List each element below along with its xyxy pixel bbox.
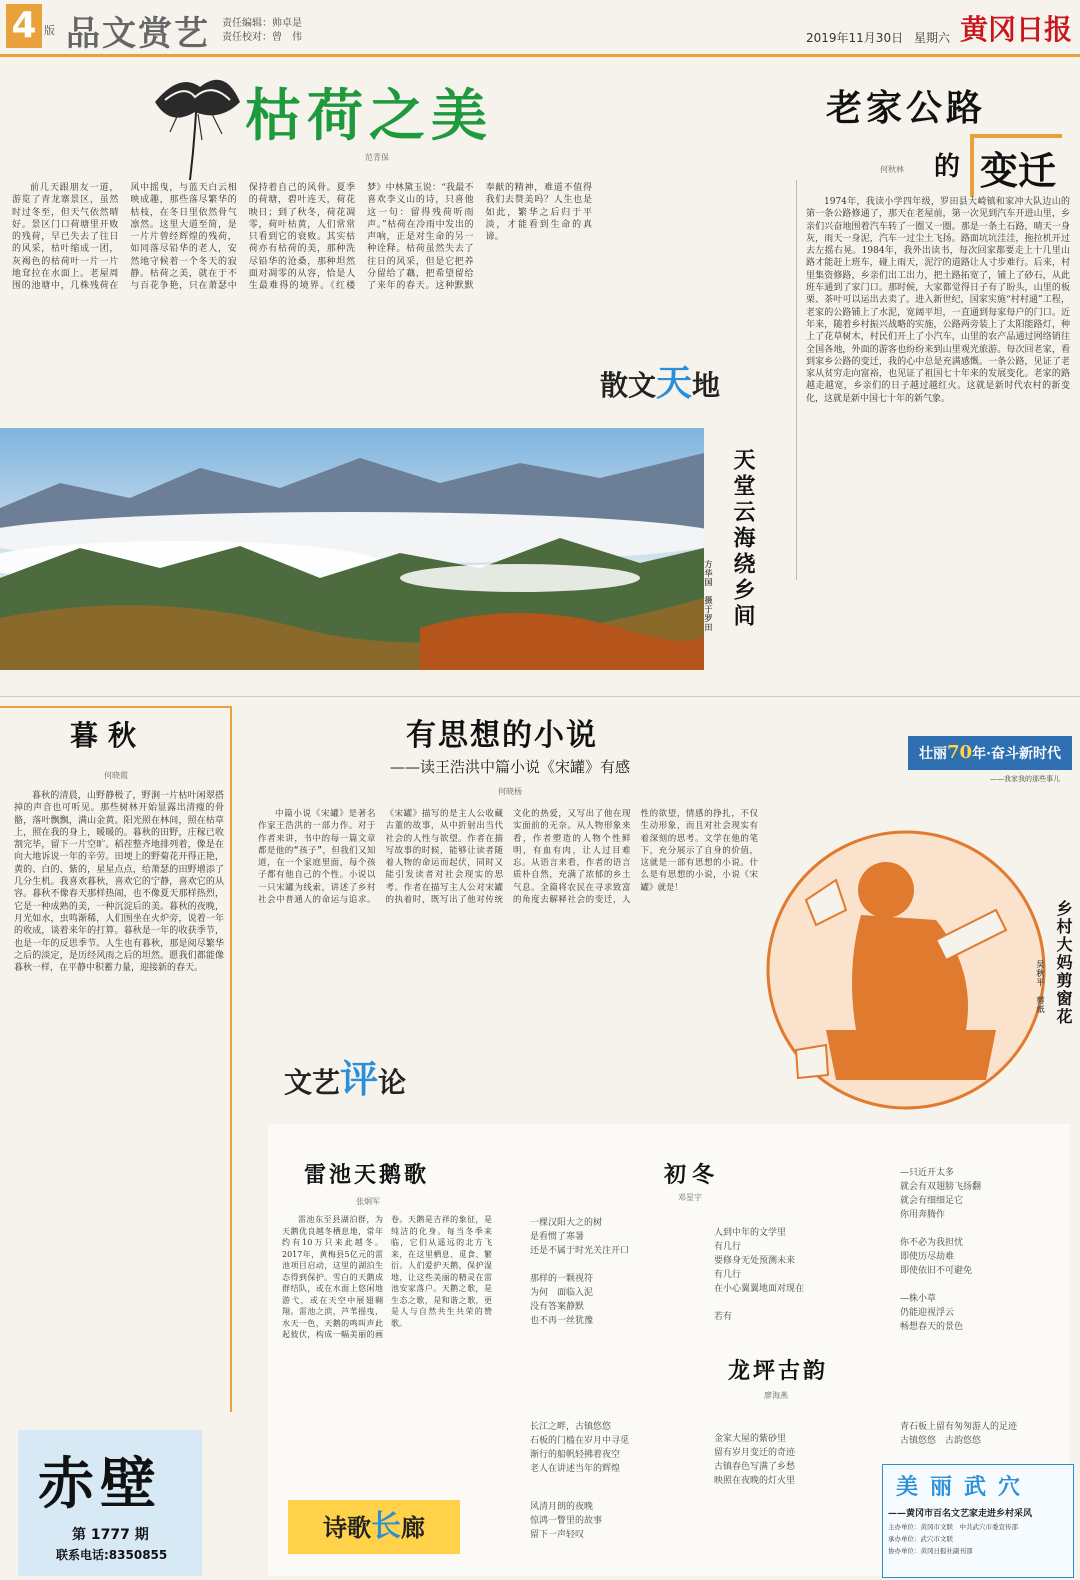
papercut-title: 乡村大妈剪窗花 (1054, 900, 1073, 1026)
review-author: 何晓杨 (498, 787, 522, 796)
road-title-de: 的 (934, 152, 961, 182)
newspaper-name: 黄冈日报 (960, 13, 1073, 46)
lotus-pod-illustration (140, 62, 250, 182)
sanwen-label-b: 天 (656, 362, 693, 404)
road-title-bian: 变迁 (970, 134, 1062, 197)
banner-70 (908, 736, 1072, 770)
editor: 责任编辑：帅卓是 (222, 18, 302, 29)
wenyi-label (284, 1048, 406, 1103)
chudong-col1: 一棵汉阳大之的树 是看惯了寒暑 还是不属于时光关注开口 那样的一颗视符 为何 面临入泥 没有答案静默 也不再一丝犹豫 (530, 1218, 630, 1326)
wenyi-label-a: 文艺 (284, 1066, 341, 1099)
review-title: 有思想的小说 (406, 718, 598, 753)
chibi-issue: 第 1777 期 (72, 1527, 149, 1543)
chibi-phone: 联系电话:8350855 (56, 1548, 168, 1562)
landscape-photo (0, 428, 704, 670)
shige-label-a: 诗歌 (323, 1513, 371, 1542)
sanwen-label-a: 散文 (600, 369, 657, 402)
review-subtitle: ——读王浩洪中篇小说《宋罐》有感 (390, 758, 631, 776)
issue-date: 2019年11月30日 (806, 31, 904, 45)
column-divider (796, 180, 797, 580)
shige-label-b: 长 (371, 1509, 401, 1544)
lotus-graphic (140, 62, 250, 182)
page-suffix: 版 (44, 24, 55, 37)
lotus-body: 前几天跟朋友一道，游览了青龙寨景区，虽然时过冬至，但天气依然晴好。景区门口荷塘里开败的残荷，早已失去了往日的风采，枯叶缩成一团，灰褐色的枯荷叶一片一片地耷拉在水面上。老屋周围的池塘中，几株残荷在风中摇曳，与蓝天白云相映成趣，那些落尽繁华的枯枝，在冬日里依然骨气凛然。这里大道至简，是一片片曾经辉煌的残荷，如同落尽铅华的老人，安然地守候着一个冬天的寂静。枯荷之美，就在于不与百花争艳，只在萧瑟中保持着自己的风骨。夏季的荷塘，碧叶连天，荷花映日；到了秋冬，荷花凋零，荷叶枯黄，人们常常只看到它的衰败。其实枯荷亦有枯荷的美，那种洗尽铅华的沧桑，那种坦然面对凋零的从容，恰是人生最难得的境界。《红楼梦》中林黛玉说：“我最不喜欢李义山的诗，只喜他这一句：留得残荷听雨声。”枯荷在冷雨中发出的声响，正是对生命的另一种诠释。枯荷虽然失去了往日的风采，但是它把养分留给了藕，把希望留给了来年的春天。这种默默奉献的精神，难道不值得我们去赞美吗？人生也是如此，繁华之后归于平淡，才能看到生命的真谛。 (12, 183, 592, 292)
chudong-col2: 人到中年的文学里 有几行 要修身无处预测未来 有几行 在小心翼翼地面对现在 若有 (714, 1228, 805, 1322)
longping-col3: 青石板上留有匆匆游人的足迹 古镇悠悠 古韵悠悠 (900, 1422, 1018, 1446)
banner-70-num: 70 (947, 742, 973, 763)
page-number: 4 (6, 4, 42, 48)
weekday: 星期六 (914, 31, 951, 45)
wenyi-label-b: 评 (340, 1056, 379, 1101)
longping-author: 廖海燕 (764, 1391, 788, 1400)
musing-author: 何晓霞 (104, 771, 128, 780)
sanwen-label-c: 地 (692, 369, 721, 402)
chudong-author: 邓星宇 (678, 1193, 702, 1202)
proofreader: 责任校对：曾 伟 (222, 32, 302, 43)
meili-title: 美丽武穴 (896, 1474, 1033, 1500)
sanwen-label (600, 355, 720, 406)
meili-org1: 主办单位：黄冈市文联 中共武穴市委宣传部 (888, 1523, 1018, 1531)
shige-label-c: 廊 (401, 1513, 425, 1542)
papercut-author: 吴秋平 剪纸 (1036, 960, 1046, 1014)
goose-title: 雷池天鹅歌 (304, 1162, 430, 1188)
goose-body: 雷池东至县湖泊群，为天鹅优良越冬栖息地，常年约有10万只来此越冬。2017年，黄梅县5亿元的雷池项目启动，这里的湖泊生态得到保护。雪白的天鹅成群结队，或在水面上悠闲地游弋，或在天空中展翅翱翔。雷池之滨，芦苇摇曳，水天一色，天鹅的鸣叫声此起彼伏，构成一幅美丽的画卷。天鹅是吉祥的象征，是纯洁的化身。每当冬季来临，它们从遥远的北方飞来，在这里栖息、觅食、繁衍。人们爱护天鹅，保护湿地，让这些美丽的精灵在雷池安家落户。天鹅之歌，是生态之歌，是和谐之歌，更是人与自然共生共荣的赞歌。 (282, 1215, 492, 1339)
longping-col4: 风清月朗的夜晚 惊鸿一瞥里的故事 留下一声轻叹 (530, 1502, 603, 1540)
chibi-title: 赤壁 (38, 1451, 162, 1517)
mountain-sea-of-clouds-photo (0, 428, 704, 670)
papercut-grandma-illustration (766, 820, 1046, 1120)
banner-70-pre: 壮丽 (919, 746, 948, 762)
meili-sub: ——黄冈市百名文艺家走进乡村采风 (888, 1509, 1033, 1519)
review-body: 中篇小说《宋罐》是著名作家王浩洪的一部力作。对于作者来讲，书中的每一篇文章都是他的“孩子”，但我们又知道，在一个家庭里面，每个孩子都有他自己的个性。小说以一只宋罐为线索，讲述了乡村社会中普通人的命运与追求。《宋罐》描写的是主人公收藏古董的故事，从中折射出当代社会的人性与欲望。作者在描写故事的时候，能够让读者随着人物的命运而起伏，同时又能引发读者对社会现实的思考。作者在描写主人公对宋罐的执着时，既写出了他对传统文化的热爱，又写出了他在现实面前的无奈。从人物形象来看，作者塑造的人物个性鲜明，有血有肉，让人过目难忘。从语言来看，作者的语言质朴自然，充满了浓郁的乡土气息。全篇将农民在寻求致富的角度去解释社会的变迁，人性的欲望，情感的挣扎，不仅生动形象，而且对社会现实有着深刻的思考。文学在他的笔下，充分展示了自身的价值，这就是一部有思想的小说。什么是有思想的小说，小说《宋罐》就是！ (258, 809, 758, 906)
masthead-rule (0, 54, 1080, 57)
goose-author: 张炯军 (356, 1197, 380, 1206)
papercut-art (766, 820, 1046, 1120)
musing-body: 暮秋的清晨，山野静极了，野涧一片枯叶闲翠搭掉的声音也可听见。那些树林开始显露出清瘦的骨骼，落叶飘飘，满山金黄。阳光照在林间，照在枯草上，照在我的身上，暖暖的。暮秋的田野，庄稼已收割完毕，留下一片空旷。稻茬整齐地排列着，像是在向大地诉说一年的辛劳。田埂上的野菊花开得正艳，黄的、白的、紫的，星星点点，给萧瑟的田野增添了几分生机。我喜欢暮秋，喜欢它的宁静，喜欢它的从容。暮秋不像春天那样热闹，也不像夏天那样热烈，它是一种成熟的美，一种沉淀后的美。暮秋的夜晚，月光如水，虫鸣渐稀，人们围坐在火炉旁，说着一年的收成，谈着来年的打算。暮秋是一年的收获季节，也是一年的反思季节。人生也有暮秋，那是阅尽繁华之后的淡定，是历经风雨之后的坦然。愿我们都能像暮秋一样，在平静中积蓄力量，迎接新的春天。 (14, 791, 224, 974)
shige-label (288, 1500, 460, 1554)
longping-title: 龙坪古韵 (728, 1358, 829, 1384)
masthead (0, 0, 1080, 56)
road-title-main: 老家公路 (826, 87, 987, 129)
road-body: 1974年，我读小学四年级，罗田县大崎镇和家冲大队边山的第一条公路修通了，那天在老屋前，第一次见到汽车开进山里，乡亲们兴奋地围着汽车转了一圈又一圈。那是一条土石路，晴天一身灰，雨天一身泥，汽车一过尘土飞扬。路面坑坑洼洼，拖拉机开过去左摇右晃。1984年，我外出读书，每次回家都要走上十几里山路才能赶上班车，碰上雨天，泥泞的道路让人寸步难行。后来，村里集资修路，乡亲们出工出力，把土路拓宽了，铺上了砂石，从此班车通到了家门口。那时候，大家都觉得日子有了盼头，山里的板栗、茶叶可以运出去卖了。进入新世纪，国家实施“村村通”工程，老家的公路铺上了水泥，宽阔平坦，一直通到每家每户的门口。近年来，随着乡村振兴战略的实施，公路两旁装上了太阳能路灯，种上了花草树木，村民们开上了小汽车，山里的农产品通过网络销往全国各地，外面的游客也纷纷来到山里观光旅游。每次回老家，看到家乡公路的变迁，我的心中总是充满感慨。一条公路，见证了老家从贫穷走向富裕，也见证了祖国七十年来的发展变化。老家的路越走越宽，乡亲们的日子越过越红火。这就是新时代农村的新变化，这就是新中国七十年的新气象。 (806, 197, 1070, 404)
photo-author: 方华国 摄于罗田 (704, 560, 714, 632)
lotus-author: 范青保 (365, 153, 389, 162)
lotus-title: 枯荷之美 (245, 83, 493, 149)
banner-70-post: 年·奋斗新时代 (972, 746, 1061, 762)
banner-70-sub: ——我家我的那些事儿 (990, 775, 1060, 783)
meili-org2: 承办单位：武穴市文联 (888, 1535, 953, 1543)
longping-col1: 长江之畔，古镇悠悠 石板的门槛在岁月中寻觅 渐行的船帆轻拂着夜空 老人在讲述当年的辉煌 (530, 1422, 630, 1474)
wenyi-label-c: 论 (378, 1066, 407, 1099)
chudong-title: 初冬 (664, 1162, 721, 1188)
road-author: 何秋林 (880, 165, 904, 174)
longping-col2: 金家大屋的紫砂里 留有岁月变迁的奇迹 古镇春色写满了乡愁 映照在夜晚的灯火里 (714, 1434, 796, 1486)
photo-title: 天堂云海绕乡间 (730, 448, 756, 630)
chudong-col3: —只近开太多 就会有双翅膀飞扬翻 就会有细细足它 你用奔腾作 你不必为我担忧 即使历尽劫难 即使依旧不可避免 —株小草 仍能迎视浮云 畅想春天的景色 (900, 1168, 982, 1332)
section-title: 品文赏艺 (66, 14, 210, 54)
meili-org3: 协办单位：黄冈日报社副刊部 (888, 1547, 973, 1555)
section-divider (0, 696, 1080, 697)
musing-title: 暮秋 (70, 719, 147, 752)
